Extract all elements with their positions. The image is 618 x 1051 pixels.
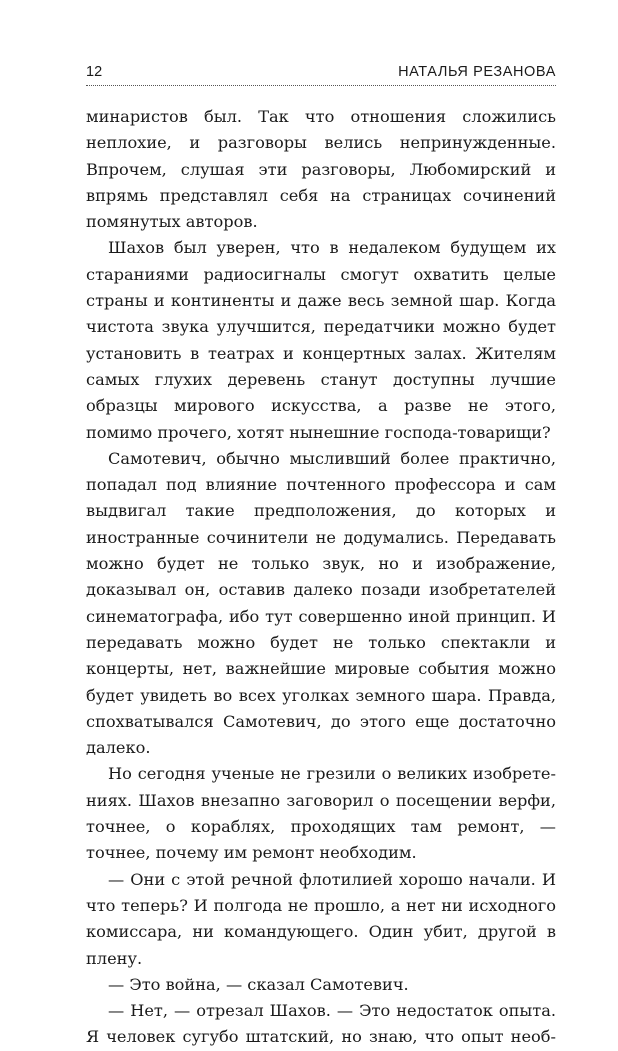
page-number: 12 bbox=[86, 64, 103, 80]
paragraph: Самотевич, обычно мысливший более практично, попадал под влияние почтенного профессора и сам выдвигал такие предположения, до которых и иностранные сочинители не додумались. Передавать можно будет не только звук, но и изображение, доказывал он, оставив далеко позади изобретателей синематографа, ибо тут совершенно иной принцип. И передавать можно будет не только спектакли и концерты, нет, важнейшие мировые события можно будет увидеть во всех уголках земного шара. Правда, спохватывался Самотевич, до этого еще достаточно далеко. bbox=[86, 448, 556, 758]
dialogue-paragraph: — Они с этой речной флотилией хорошо начали. И что теперь? И полгода не прошло, а нет ни исходного комиссара, ни командующего. Один убит, другой в плену. bbox=[86, 869, 556, 968]
paragraph: минаристов был. Так что отношения сложились неплохие, и разговоры велись непринужденные. Впрочем, слушая эти разговоры, Любомирский и впрямь представлял себя на страницах сочинений помянутых авторов. bbox=[86, 107, 556, 232]
dialogue-paragraph: — Это война, — сказал Самотевич. bbox=[108, 974, 409, 994]
book-page bbox=[86, 64, 556, 1051]
dialogue-paragraph: — Нет, — отрезал Шахов. — Это недостаток опыта. Я человек сугубо штатский, но знаю, что опыт необ- bbox=[86, 1001, 556, 1047]
paragraph: Шахов был уверен, что в недалеком будущем их стараниями радиосигналы смогут охватить целые страны и континенты и даже весь земной шар. Когда чистота звука улучшится, передатчики можно будет установить в театрах и концертных залах. Жителям самых глухих деревень станут доступны лучшие образцы мирового искусства, а разве не этого, помимо прочего, хотят нынешние господа-товарищи? bbox=[86, 238, 556, 442]
running-title-author: НАТАЛЬЯ РЕЗАНОВА bbox=[398, 64, 556, 80]
paragraph: Но сегодня ученые не грезили о великих изобретениях. Шахов внезапно заговорил о посещении верфи, точнее, о кораблях, проходящих там ремонт, — точнее, почему им ремонт необходим. bbox=[86, 764, 556, 863]
body-text bbox=[86, 104, 556, 1051]
running-header bbox=[86, 64, 556, 86]
